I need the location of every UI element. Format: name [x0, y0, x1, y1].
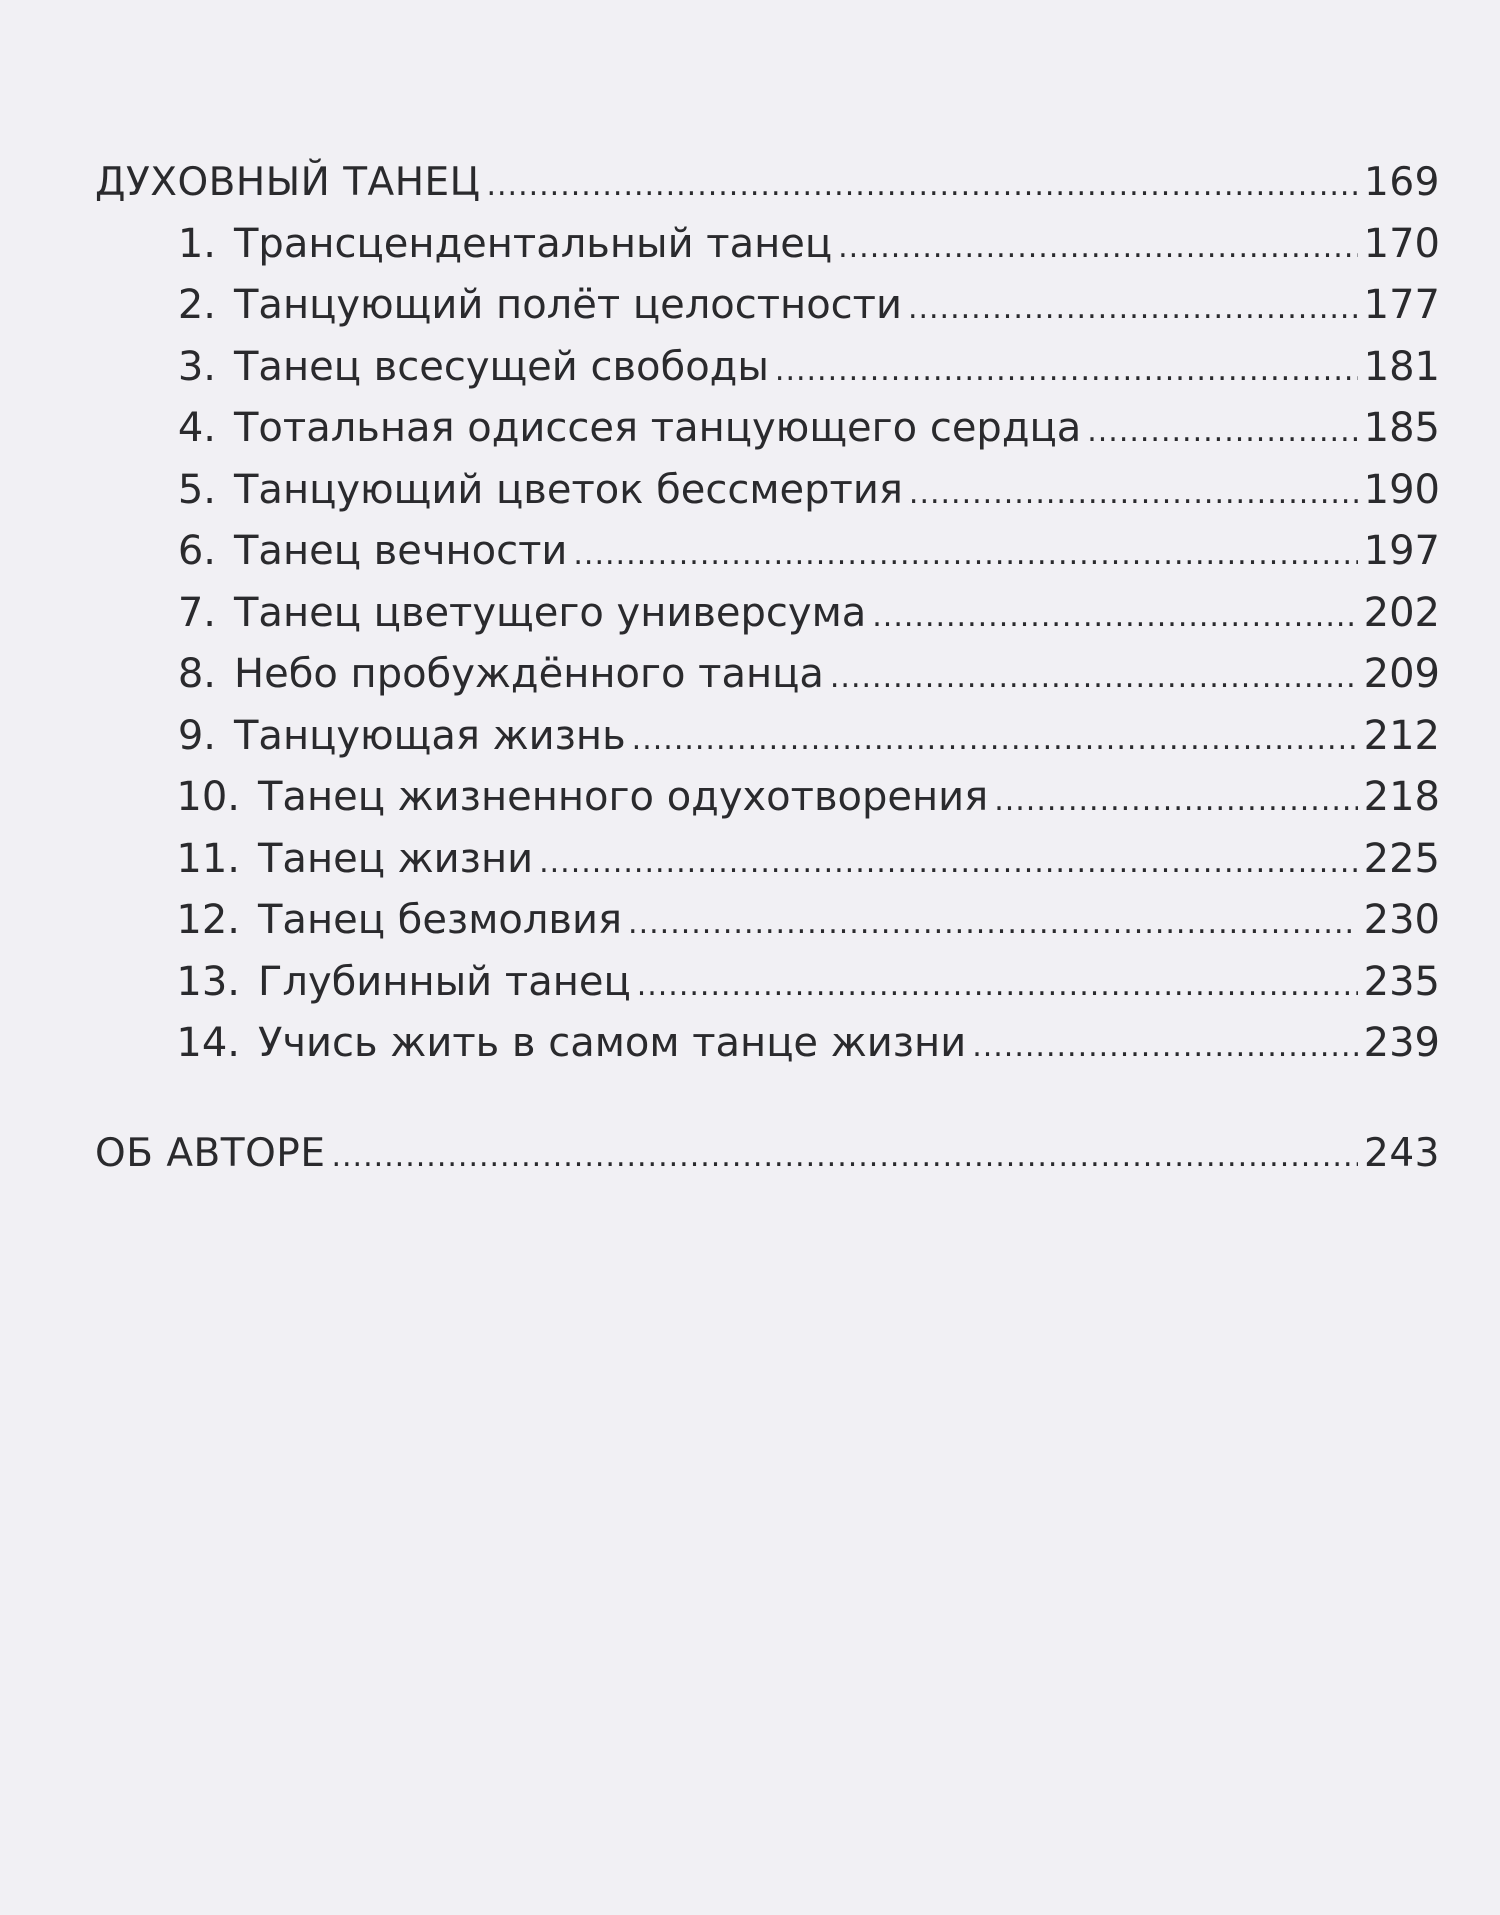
- toc-chapter-entry: [95, 890, 1440, 952]
- chapter-title: Трансцендентальный танец: [234, 220, 833, 267]
- section-title: ДУХОВНЫЙ ТАНЕЦ: [95, 160, 481, 205]
- section-spacer: [95, 1075, 1440, 1123]
- chapter-number: 14.: [176, 1020, 240, 1066]
- chapter-title: Танцующая жизнь: [234, 712, 626, 759]
- chapter-number: 5.: [177, 466, 216, 513]
- page-number: 181: [1363, 343, 1440, 390]
- page-number: 230: [1363, 897, 1440, 943]
- chapter-title: Танец жизненного одухотворения: [258, 774, 989, 820]
- chapter-title: Танец цветущего универсума: [234, 589, 867, 636]
- dot-leader: [632, 709, 1358, 771]
- dot-leader: [908, 278, 1358, 340]
- chapter-number: 11.: [176, 835, 240, 882]
- dot-leader: [909, 463, 1358, 525]
- toc-section-entry: [95, 152, 1440, 214]
- dot-leader: [972, 1016, 1357, 1078]
- page-number: 190: [1363, 466, 1440, 513]
- chapter-title: Тотальная одиссея танцующего сердца: [234, 405, 1082, 451]
- chapter-number: 12.: [176, 897, 240, 943]
- page-number: 202: [1363, 589, 1440, 636]
- chapter-number: 2.: [177, 282, 216, 328]
- toc-chapter-entry: [95, 1013, 1440, 1075]
- dot-leader: [1087, 401, 1357, 463]
- chapter-number: 6.: [177, 528, 216, 574]
- table-of-contents: [95, 152, 1440, 1184]
- page-number: 239: [1363, 1020, 1440, 1066]
- page-number: 197: [1363, 528, 1440, 574]
- chapter-title: Танец жизни: [258, 835, 534, 882]
- dot-leader: [539, 832, 1358, 894]
- chapter-title: Танец безмолвия: [258, 897, 623, 943]
- chapter-title: Глубинный танец: [258, 958, 631, 1005]
- toc-chapter-entry: [95, 275, 1440, 337]
- toc-section-entry: [95, 1123, 1440, 1185]
- chapter-number: 8.: [177, 651, 216, 697]
- chapter-number: 4.: [177, 405, 216, 451]
- page-number: 170: [1363, 220, 1440, 267]
- toc-chapter-entry: [95, 398, 1440, 460]
- dot-leader: [838, 217, 1358, 279]
- page-number: 212: [1363, 712, 1440, 759]
- chapter-number: 9.: [177, 712, 216, 759]
- toc-chapter-entry: [95, 706, 1440, 768]
- dot-leader: [830, 647, 1358, 709]
- page-number: 209: [1363, 651, 1440, 697]
- toc-chapter-entry: [95, 460, 1440, 522]
- dot-leader: [775, 340, 1358, 402]
- toc-chapter-entry: [95, 214, 1440, 276]
- page-number: 185: [1363, 405, 1440, 451]
- chapter-title: Небо пробуждённого танца: [234, 651, 824, 697]
- dot-leader: [331, 1126, 1358, 1188]
- chapter-number: 7.: [177, 589, 216, 636]
- toc-chapter-entry: [95, 952, 1440, 1014]
- chapter-title: Танцующий полёт целостности: [234, 282, 902, 328]
- section-title: ОБ АВТОРЕ: [95, 1130, 326, 1176]
- chapter-title: Танцующий цветок бессмертия: [234, 466, 903, 513]
- page-number: 243: [1364, 1130, 1440, 1176]
- toc-chapter-entry: [95, 337, 1440, 399]
- chapter-title: Учись жить в самом танце жизни: [258, 1020, 967, 1066]
- toc-chapter-entry: [95, 583, 1440, 645]
- chapter-title: Танец всесущей свободы: [234, 343, 769, 390]
- toc-chapter-entry: [95, 644, 1440, 706]
- toc-chapter-entry: [95, 521, 1440, 583]
- page-number: 225: [1363, 835, 1440, 882]
- page-number: 177: [1363, 282, 1440, 328]
- dot-leader: [486, 155, 1358, 217]
- page-number: 218: [1363, 774, 1440, 820]
- dot-leader: [628, 893, 1358, 955]
- page-number: 169: [1364, 160, 1440, 205]
- dot-leader: [994, 770, 1357, 832]
- toc-chapter-entry: [95, 767, 1440, 829]
- chapter-number: 10.: [176, 774, 240, 820]
- dot-leader: [872, 586, 1357, 648]
- dot-leader: [573, 524, 1357, 586]
- chapter-number: 1.: [177, 220, 216, 267]
- chapter-title: Танец вечности: [234, 528, 568, 574]
- chapter-number: 13.: [176, 958, 240, 1005]
- toc-chapter-entry: [95, 829, 1440, 891]
- page-number: 235: [1363, 958, 1440, 1005]
- dot-leader: [637, 955, 1358, 1017]
- chapter-number: 3.: [177, 343, 216, 390]
